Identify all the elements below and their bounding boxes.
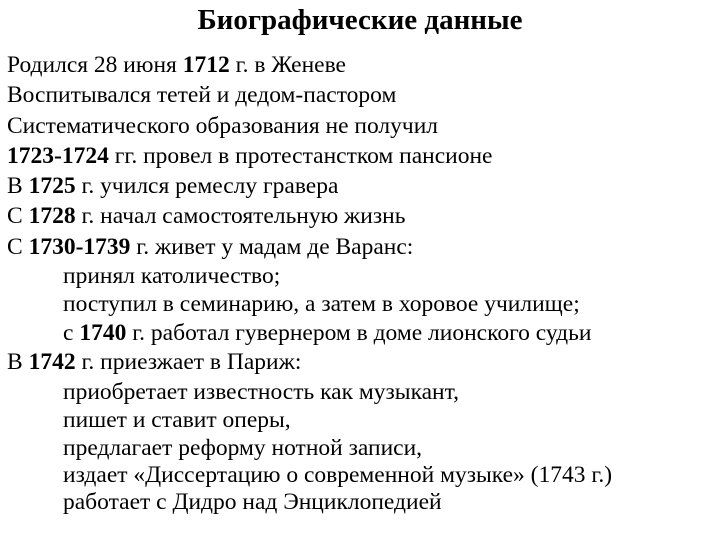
item-text: В xyxy=(7,349,29,376)
sub-item xyxy=(7,378,719,406)
item-text: принял католичество; xyxy=(63,263,281,290)
item-text: пишет и ставит оперы, xyxy=(63,407,291,433)
item-text: С xyxy=(7,233,29,260)
item-year: 1725 xyxy=(28,173,76,200)
item-text: г. в Женеве xyxy=(229,52,346,78)
item-text: В xyxy=(7,173,29,200)
item-year: 1742 xyxy=(28,349,76,376)
sub-item xyxy=(7,290,719,318)
list-item xyxy=(7,171,719,201)
item-year: 1723-1724 xyxy=(7,142,109,169)
item-text: г. живет у мадам де Варанс: xyxy=(130,233,414,260)
list-item xyxy=(7,232,719,262)
item-text: Родился 28 июня xyxy=(7,52,183,78)
sub-item xyxy=(7,488,719,516)
list-item xyxy=(7,201,719,231)
list-item xyxy=(7,347,719,377)
item-text: С xyxy=(7,203,29,230)
item-text: г. учился ремеслу гравера xyxy=(75,173,339,200)
sub-item xyxy=(7,434,719,462)
list-item xyxy=(7,80,719,110)
sub-item xyxy=(7,262,719,290)
sub-item xyxy=(7,406,719,434)
item-text: приобретает известность как музыкант, xyxy=(63,378,460,405)
sub-item xyxy=(7,463,703,489)
list-item xyxy=(7,111,719,141)
sub-item xyxy=(7,319,719,347)
bullet-list xyxy=(7,50,719,517)
slide-title: Биографические данные xyxy=(197,4,523,36)
item-year: 1728 xyxy=(28,203,76,230)
item-text: работает с Дидро над Энциклопедией xyxy=(63,489,442,516)
item-text: гг. провел в протестанстком пансионе xyxy=(108,142,493,169)
item-text: предлагает реформу нотной записи, xyxy=(63,435,423,462)
item-year: 1730-1739 xyxy=(28,233,131,260)
item-text: с xyxy=(63,319,80,346)
item-text: поступил в семинарию, а затем в хоровое училище; xyxy=(63,291,580,318)
item-year: 1740 xyxy=(79,319,127,346)
item-text: г. приезжает в Париж: xyxy=(75,349,302,376)
item-text: издает «Диссертацию о современной музыке» (1743 г.) xyxy=(63,461,613,488)
item-text: Систематического образования не получил xyxy=(7,112,439,139)
item-year: 1712 xyxy=(182,52,230,78)
item-text: Воспитывался тетей и дедом-пастором xyxy=(7,82,397,109)
item-text: г. начал самостоятельную жизнь xyxy=(75,203,406,230)
list-item xyxy=(7,141,719,171)
item-text: г. работал гувернером в доме лионского судьи xyxy=(126,319,592,346)
list-item xyxy=(7,50,719,80)
